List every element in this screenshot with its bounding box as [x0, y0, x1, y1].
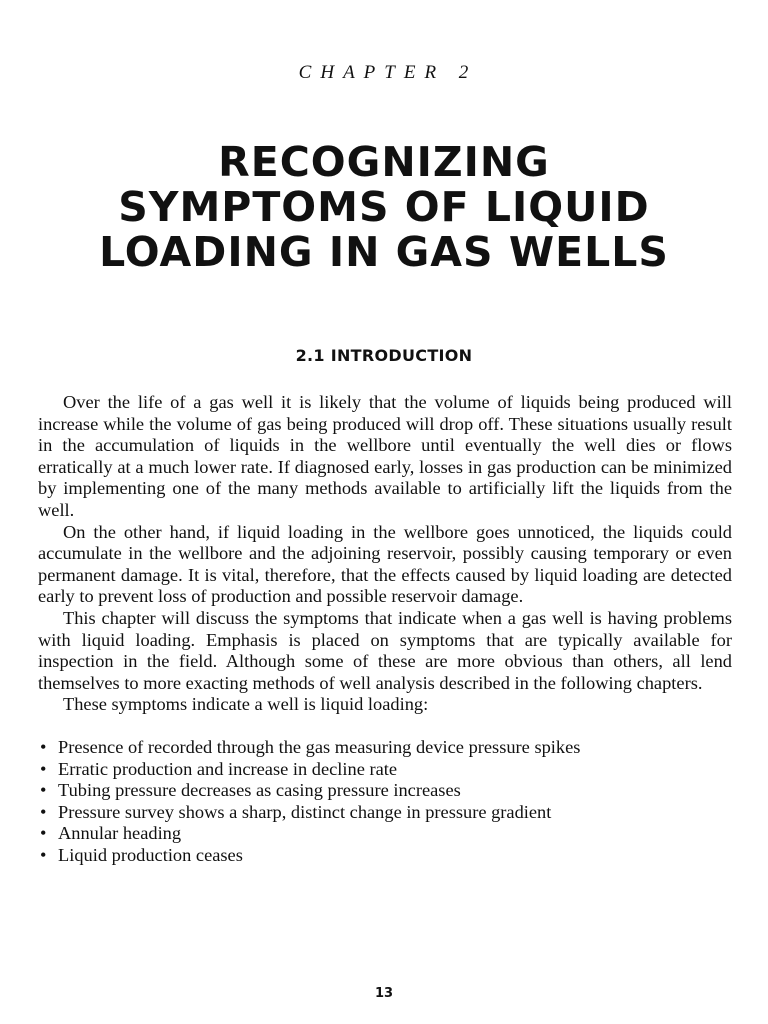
list-item — [38, 737, 732, 759]
list-item-text: Liquid production ceases — [58, 844, 243, 865]
chapter-title-line-3: LOADING IN GAS WELLS — [99, 228, 669, 276]
list-item — [38, 780, 732, 802]
list-item — [38, 845, 732, 867]
list-item-text: Presence of recorded through the gas measuring device pressure spikes — [58, 736, 581, 757]
list-item-text: Tubing pressure decreases as casing pressure increases — [58, 780, 461, 801]
list-item-text: Pressure survey shows a sharp, distinct change in pressure gradient — [58, 801, 552, 822]
chapter-title-line-2: SYMPTOMS OF LIQUID — [118, 183, 650, 231]
bullet-icon: • — [40, 823, 47, 844]
chapter-label: CHAPTER 2 — [298, 62, 478, 83]
list-item-text: Erratic production and increase in decline rate — [58, 758, 398, 779]
paragraph-4: These symptoms indicate a well is liquid loading: — [63, 694, 429, 715]
list-item — [38, 759, 732, 781]
chapter-title — [0, 140, 768, 275]
paragraph-3: This chapter will discuss the symptoms that indicate when a gas well is having problems with liquid loading. Emphasis is placed on symptoms that are typically available for inspection in the field. Although some of these are more obvious than others, all lend themselves to more exacting methods of well analysis described in the following chapters. — [38, 607, 732, 693]
list-item — [38, 802, 732, 824]
symptom-list — [38, 737, 732, 867]
paragraph-2: On the other hand, if liquid loading in the wellbore goes unnoticed, the liquids could accumulate in the wellbore and the adjoining reservoir, possibly causing temporary or even permanent damage. It is vital, therefore, that the effects caused by liquid loading are detected early to prevent loss of production and possible reservoir damage. — [38, 521, 732, 607]
bullet-icon: • — [40, 801, 47, 822]
list-item — [38, 823, 732, 845]
bullet-icon: • — [40, 736, 47, 757]
body-text — [38, 392, 732, 866]
section-heading: 2.1 INTRODUCTION — [295, 346, 473, 365]
paragraph-1: Over the life of a gas well it is likely that the volume of liquids being produced will increase while the volume of gas being produced will drop off. These situations usually result in the accumulation of liquids in the wellbore until eventually the well dies or flows erratically at a much lower rate. If diagnosed early, losses in gas production can be minimized by implementing one of the many methods available to artificially lift the liquids from the well. — [38, 392, 732, 520]
bullet-icon: • — [40, 844, 47, 865]
list-item-text: Annular heading — [58, 823, 182, 844]
bullet-icon: • — [40, 780, 47, 801]
chapter-title-line-1: RECOGNIZING — [218, 138, 550, 186]
bullet-icon: • — [40, 758, 47, 779]
page-number: 13 — [374, 986, 394, 1001]
